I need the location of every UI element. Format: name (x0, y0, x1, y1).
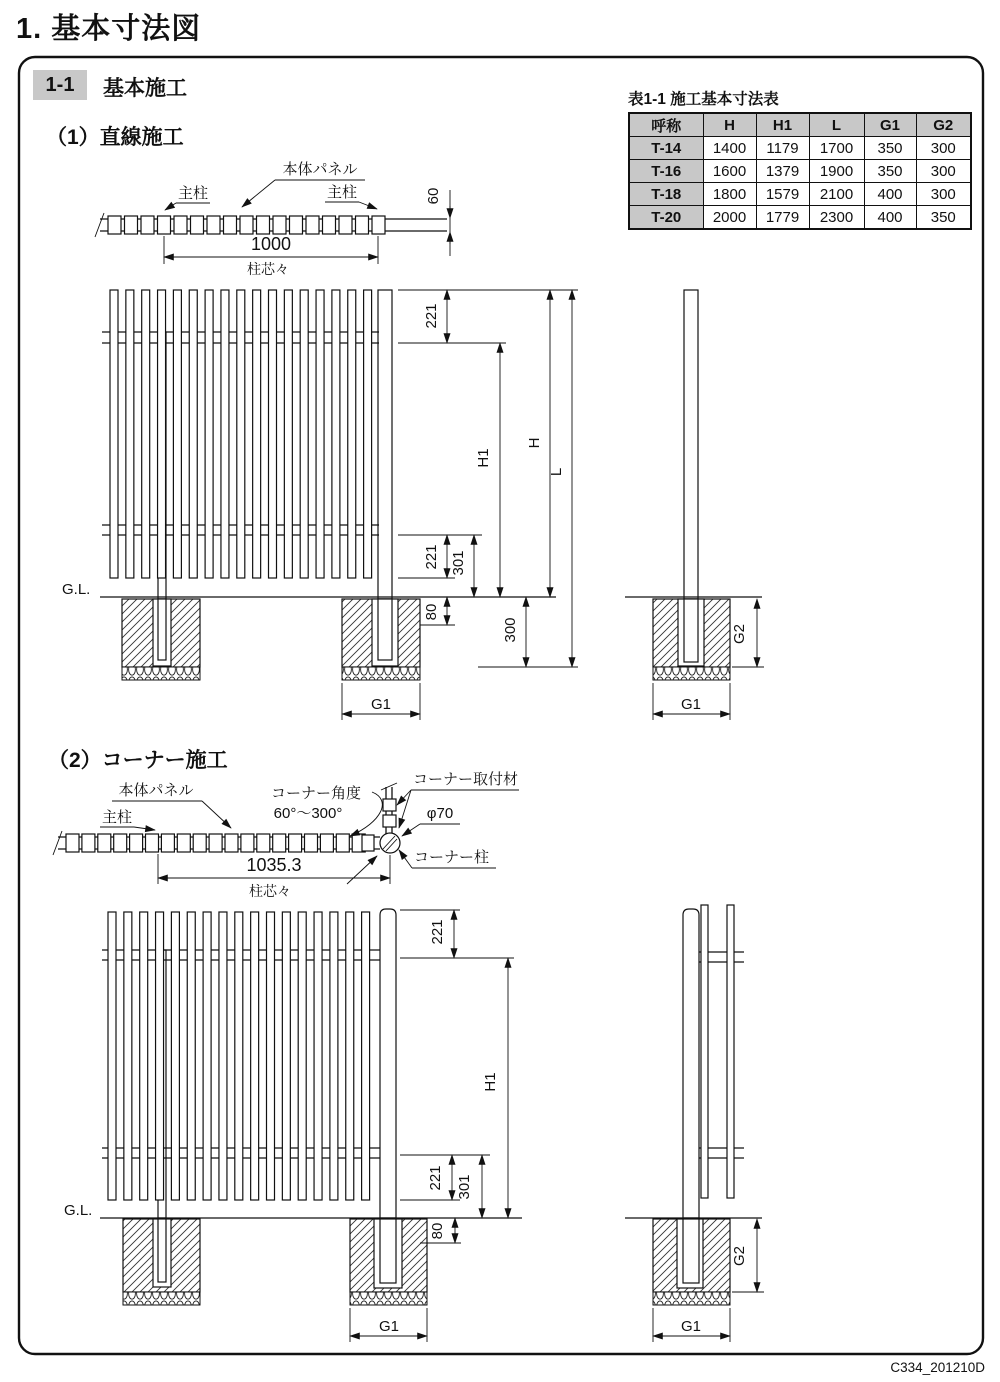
plan2-label-bracket: コーナー取付材 (413, 771, 519, 788)
elev1-slats (110, 290, 372, 578)
table-cell: 400 (864, 183, 916, 206)
table-row (629, 183, 971, 206)
side1-dim-g1: G1 (680, 696, 702, 713)
side1-dim-g2: G2 (731, 623, 748, 645)
table-cell: 300 (916, 137, 971, 160)
elev1-dim-80: 80 (423, 603, 440, 621)
plan2-label-dia: φ70 (426, 805, 454, 822)
elev2-dim-301: 301 (456, 1174, 473, 1200)
elev2-front-view (64, 909, 522, 1342)
elev1-gl-label: G.L. (62, 581, 91, 598)
table-cell: 1579 (756, 183, 809, 206)
table-cell: 1700 (809, 137, 864, 160)
plan1-label-post-right: 主柱 (326, 184, 358, 201)
drawing-number: C334_201210D (890, 1360, 985, 1375)
elev1-dim-g1: G1 (370, 696, 392, 713)
plan1-slat-squares (108, 216, 385, 234)
plan2-dim-note: 柱芯々 (249, 883, 291, 899)
elev1-dim-221-top: 221 (423, 303, 440, 329)
subsection-1-heading: （1）直線施工 (46, 126, 184, 149)
dimension-table (628, 112, 972, 230)
table-cell: 1779 (756, 206, 809, 230)
subsection-2-heading: （2）コーナー施工 (48, 749, 228, 772)
table-row (629, 206, 971, 230)
elev2-dim-80: 80 (429, 1222, 446, 1240)
elev2-slats (108, 912, 370, 1200)
table-header-row (629, 113, 971, 137)
elev2-dim-h1: H1 (482, 1072, 499, 1092)
side1-view (625, 290, 764, 720)
elev2-dim-221-top: 221 (429, 919, 446, 945)
plan2-label-corner-post: コーナー柱 (414, 849, 490, 866)
table-cell: 1400 (703, 137, 756, 160)
section-1-1-badge: 1-1 (33, 70, 87, 100)
table-cell: 1600 (703, 160, 756, 183)
table-cell: 1179 (756, 137, 809, 160)
page-title: 1. 基本寸法図 (16, 13, 202, 45)
plan1-label-panel: 本体パネル (282, 161, 358, 178)
elev1-dim-221-bottom: 221 (423, 544, 440, 570)
table-cell: 2000 (703, 206, 756, 230)
plan1-dim-60: 60 (425, 187, 442, 205)
table-cell: 1900 (809, 160, 864, 183)
table-row (629, 137, 971, 160)
table-title: 表1-1 施工基本寸法表 (628, 91, 779, 108)
elev1-dim-h: H (526, 437, 543, 449)
elev1-dim-l: L (548, 467, 565, 477)
elev2-dim-g1: G1 (378, 1318, 400, 1335)
plan2-dim-1035: 1035.3 (246, 855, 302, 875)
table-cell: T-16 (629, 160, 703, 183)
table-cell: 1379 (756, 160, 809, 183)
table-cell: 300 (916, 183, 971, 206)
table-cell: 2100 (809, 183, 864, 206)
table-cell: T-14 (629, 137, 703, 160)
table-cell: 350 (916, 206, 971, 230)
plan2-label-post: 主柱 (101, 809, 133, 826)
plan2-slat-squares (66, 834, 365, 852)
side2-dim-g2: G2 (731, 1245, 748, 1267)
plan2-label-angle-1: コーナー角度 (270, 785, 362, 802)
table-cell: 350 (864, 137, 916, 160)
plan1-top-view (95, 161, 450, 277)
table-header-cell: 呼称 (629, 113, 703, 137)
plan1-dim-note: 柱芯々 (247, 261, 289, 277)
table-header-cell: G1 (864, 113, 916, 137)
table-header-cell: G2 (916, 113, 971, 137)
elev1-dim-301: 301 (450, 550, 467, 576)
table-header-cell: L (809, 113, 864, 137)
table-cell: 300 (916, 160, 971, 183)
table-header-cell: H1 (756, 113, 809, 137)
table-cell: T-20 (629, 206, 703, 230)
table-cell: T-18 (629, 183, 703, 206)
plan1-label-post-left: 主柱 (177, 185, 209, 202)
table-cell: 350 (864, 160, 916, 183)
table-cell: 1800 (703, 183, 756, 206)
table-cell: 400 (864, 206, 916, 230)
plan2-top-view (53, 771, 519, 899)
plan2-label-angle-2: 60°～300° (273, 805, 343, 822)
plan1-dim-1000: 1000 (250, 234, 292, 254)
side2-view (625, 905, 764, 1342)
table-header-cell: H (703, 113, 756, 137)
elev1-dim-300: 300 (502, 617, 519, 643)
table-cell: 2300 (809, 206, 864, 230)
table-row (629, 160, 971, 183)
side2-dim-g1: G1 (680, 1318, 702, 1335)
elev2-dim-221-bottom: 221 (427, 1165, 444, 1191)
elev1-front-view (62, 290, 578, 720)
elev2-gl-label: G.L. (64, 1202, 93, 1219)
elev1-dim-h1: H1 (475, 448, 492, 468)
section-1-1-title: 基本施工 (103, 77, 187, 100)
plan2-label-panel: 本体パネル (118, 782, 194, 799)
